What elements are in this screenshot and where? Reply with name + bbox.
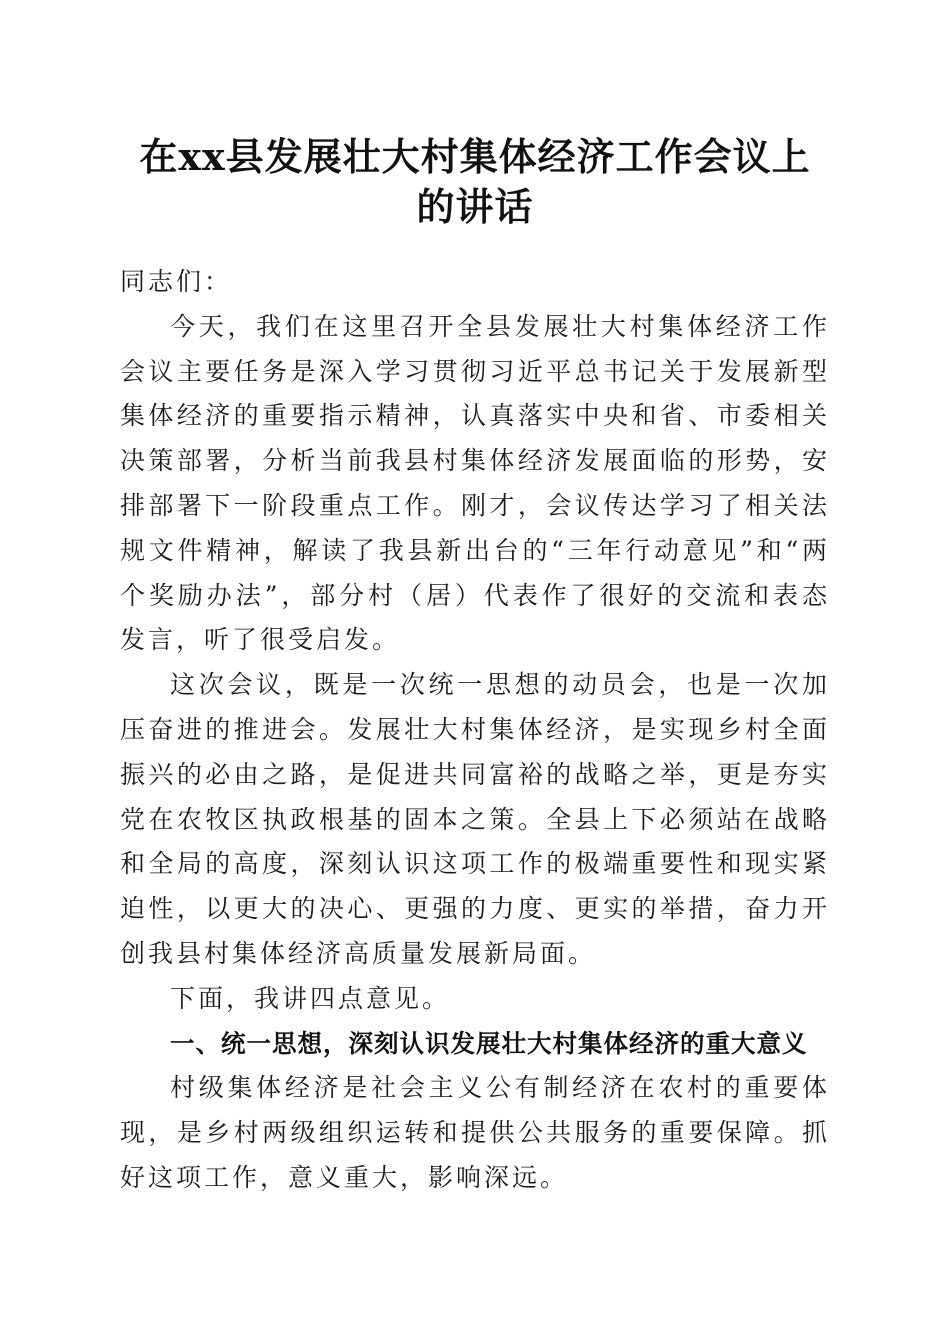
section-heading-1: 一、统一思想，深刻认识发展壮大村集体经济的重大意义 bbox=[170, 1028, 808, 1058]
paragraph-transition: 下面，我讲四点意见。 bbox=[170, 983, 451, 1013]
document-body bbox=[120, 260, 830, 1201]
section-1-paragraph: 村级集体经济是社会主义公有制经济在农村的重要体现，是乡村两级组织运转和提供公共服务的重要保障。抓好这项工作，意义重大，影响深远。 bbox=[120, 1073, 830, 1192]
paragraph-meeting-significance: 这次会议，既是一次统一思想的动员会，也是一次加压奋进的推进会。发展壮大村集体经济，是实现乡村全面振兴的必由之路，是促进共同富裕的战略之举，更是夯实党在农牧区执政根基的固本之策。全县上下必须站在战略和全局的高度，深刻认识这项工作的极端重要性和现实紧迫性，以更大的决心、更强的力度、更实的举措，奋力开创我县村集体经济高质量发展新局面。 bbox=[120, 670, 830, 968]
paragraph-opening: 今天，我们在这里召开全县发展壮大村集体经济工作会议主要任务是深入学习贯彻习近平总书记关于发展新型集体经济的重要指示精神，认真落实中央和省、市委相关决策部署，分析当前我县村集体经济发展面临的形势，安排部署下一阶段重点工作。刚才，会议传达学习了相关法规文件精神，解读了我县新出台的“三年行动意见”和“两个奖励办法”，部分村（居）代表作了很好的交流和表态发言，听了很受启发。 bbox=[120, 311, 830, 655]
document-title: 在xx县发展壮大村集体经济工作会议上的讲话 bbox=[139, 134, 811, 229]
salutation: 同志们： bbox=[120, 267, 233, 296]
